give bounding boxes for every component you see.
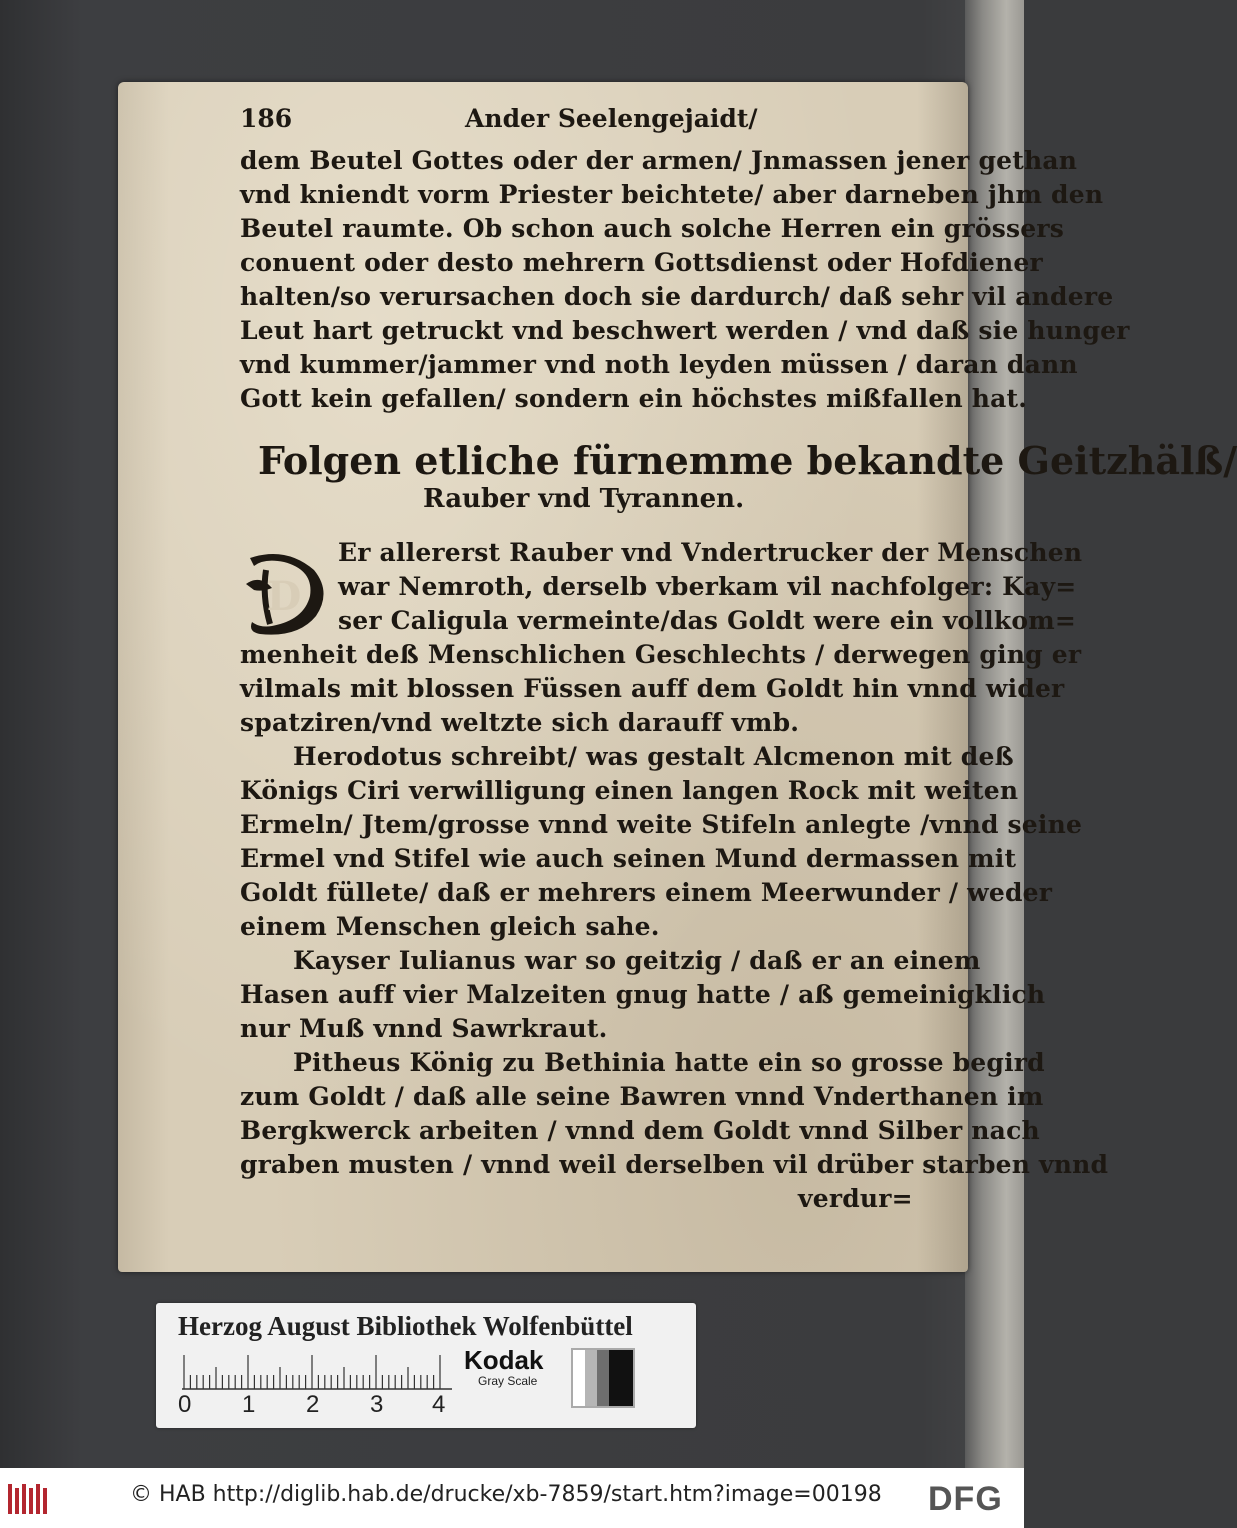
text-line: graben musten / vnnd weil derselben vil drüber starben vnnd — [240, 1150, 1109, 1179]
section-subheading: Rauber vnd Tyrannen. — [423, 484, 745, 514]
text-line: zum Goldt / daß alle seine Bawren vnnd Vnderthanen im — [240, 1082, 1044, 1111]
text-line: Ermeln/ Jtem/grosse vnnd weite Stifeln anlegte /vnnd seine — [240, 810, 1083, 839]
text-line: conuent oder desto mehrern Gottsdienst oder Hofdiener — [240, 248, 1043, 277]
book-page — [118, 82, 1237, 1272]
text-line: Beutel raumte. Ob schon auch solche Herren ein grössers — [240, 214, 1065, 243]
text-line: Er allererst Rauber vnd Vndertrucker der Menschen — [338, 538, 1083, 567]
text-line: vnd kummer/jammer vnd noth leyden müssen / daran dann — [240, 350, 1078, 379]
kodak-logo: Kodak — [464, 1345, 544, 1375]
gray-scale-label: Gray Scale — [478, 1374, 538, 1388]
text-line: Hasen auff vier Malzeiten gnug hatte / aß gemeinigklich — [240, 980, 1046, 1009]
text-line: dem Beutel Gottes oder der armen/ Jnmassen jener gethan — [240, 146, 1078, 175]
text-line: menheit deß Menschlichen Geschlechts / derwegen ging er — [240, 640, 1082, 669]
ruler-number: 0 — [178, 1391, 192, 1418]
text-line: Königs Ciri verwilligung einen langen Rock mit weiten — [240, 776, 1019, 805]
svg-text:D: D — [266, 573, 302, 620]
library-name: Herzog August Bibliothek Wolfenbüttel — [178, 1311, 633, 1341]
text-line: spatziren/vnd weltzte sich darauff vmb. — [240, 708, 800, 737]
text-line: vnd kniendt vorm Priester beichtete/ aber darneben jhm den — [240, 180, 1104, 209]
copyright-url: © HAB http://diglib.hab.de/drucke/xb-7859/start.htm?image=00198 — [130, 1482, 882, 1507]
text-line: Pitheus König zu Bethinia hatte ein so grosse begird — [293, 1048, 1045, 1077]
text-line: Gott kein gefallen/ sondern ein höchstes mißfallen hat. — [240, 384, 1028, 413]
text-line: war Nemroth, derselb vberkam vil nachfolger: Kay= — [338, 572, 1077, 601]
text-line: Kayser Iulianus war so geitzig / daß er an einem — [293, 946, 981, 975]
measurement-ruler — [182, 1351, 452, 1391]
text-line: Bergkwerck arbeiten / vnnd dem Goldt vnnd Silber nach — [240, 1116, 1040, 1145]
text-line: Ermel vnd Stifel wie auch seinen Mund dermassen mit — [240, 844, 1017, 873]
text-line: Herodotus schreibt/ was gestalt Alcmenon mit deß — [293, 742, 1014, 771]
running-title: Ander Seelengejaidt/ — [465, 104, 758, 133]
ruler-number: 4 — [432, 1391, 446, 1418]
text-line: Leut hart getruckt vnd beschwert werden / vnd daß sie hunger — [240, 316, 1130, 345]
text-line: Goldt füllete/ daß er mehrers einem Meerwunder / weder — [240, 878, 1053, 907]
gray-scale-patch — [571, 1348, 635, 1408]
text-line: vilmals mit blossen Füssen auff dem Goldt hin vnnd wider — [240, 674, 1065, 703]
text-line: nur Muß vnnd Sawrkraut. — [240, 1014, 608, 1043]
library-color-card — [156, 1303, 696, 1428]
page-number: 186 — [240, 104, 293, 133]
catchword: verdur= — [798, 1184, 913, 1213]
footer-bar — [0, 1468, 1024, 1528]
decorative-initial-d — [240, 544, 332, 642]
hab-logo-icon — [6, 1478, 52, 1518]
ruler-number: 2 — [306, 1391, 320, 1418]
section-heading: Folgen etliche fürnemme bekandte Geitzhälß/ — [258, 438, 1237, 483]
text-line: einem Menschen gleich sahe. — [240, 912, 660, 941]
ruler-number: 1 — [242, 1391, 256, 1418]
ruler-number: 3 — [370, 1391, 384, 1418]
text-line: halten/so verursachen doch sie dardurch/ daß sehr vil andere — [240, 282, 1114, 311]
text-line: ser Caligula vermeinte/das Goldt were ein vollkom= — [338, 606, 1077, 635]
dfg-logo: DFG — [928, 1480, 1003, 1518]
